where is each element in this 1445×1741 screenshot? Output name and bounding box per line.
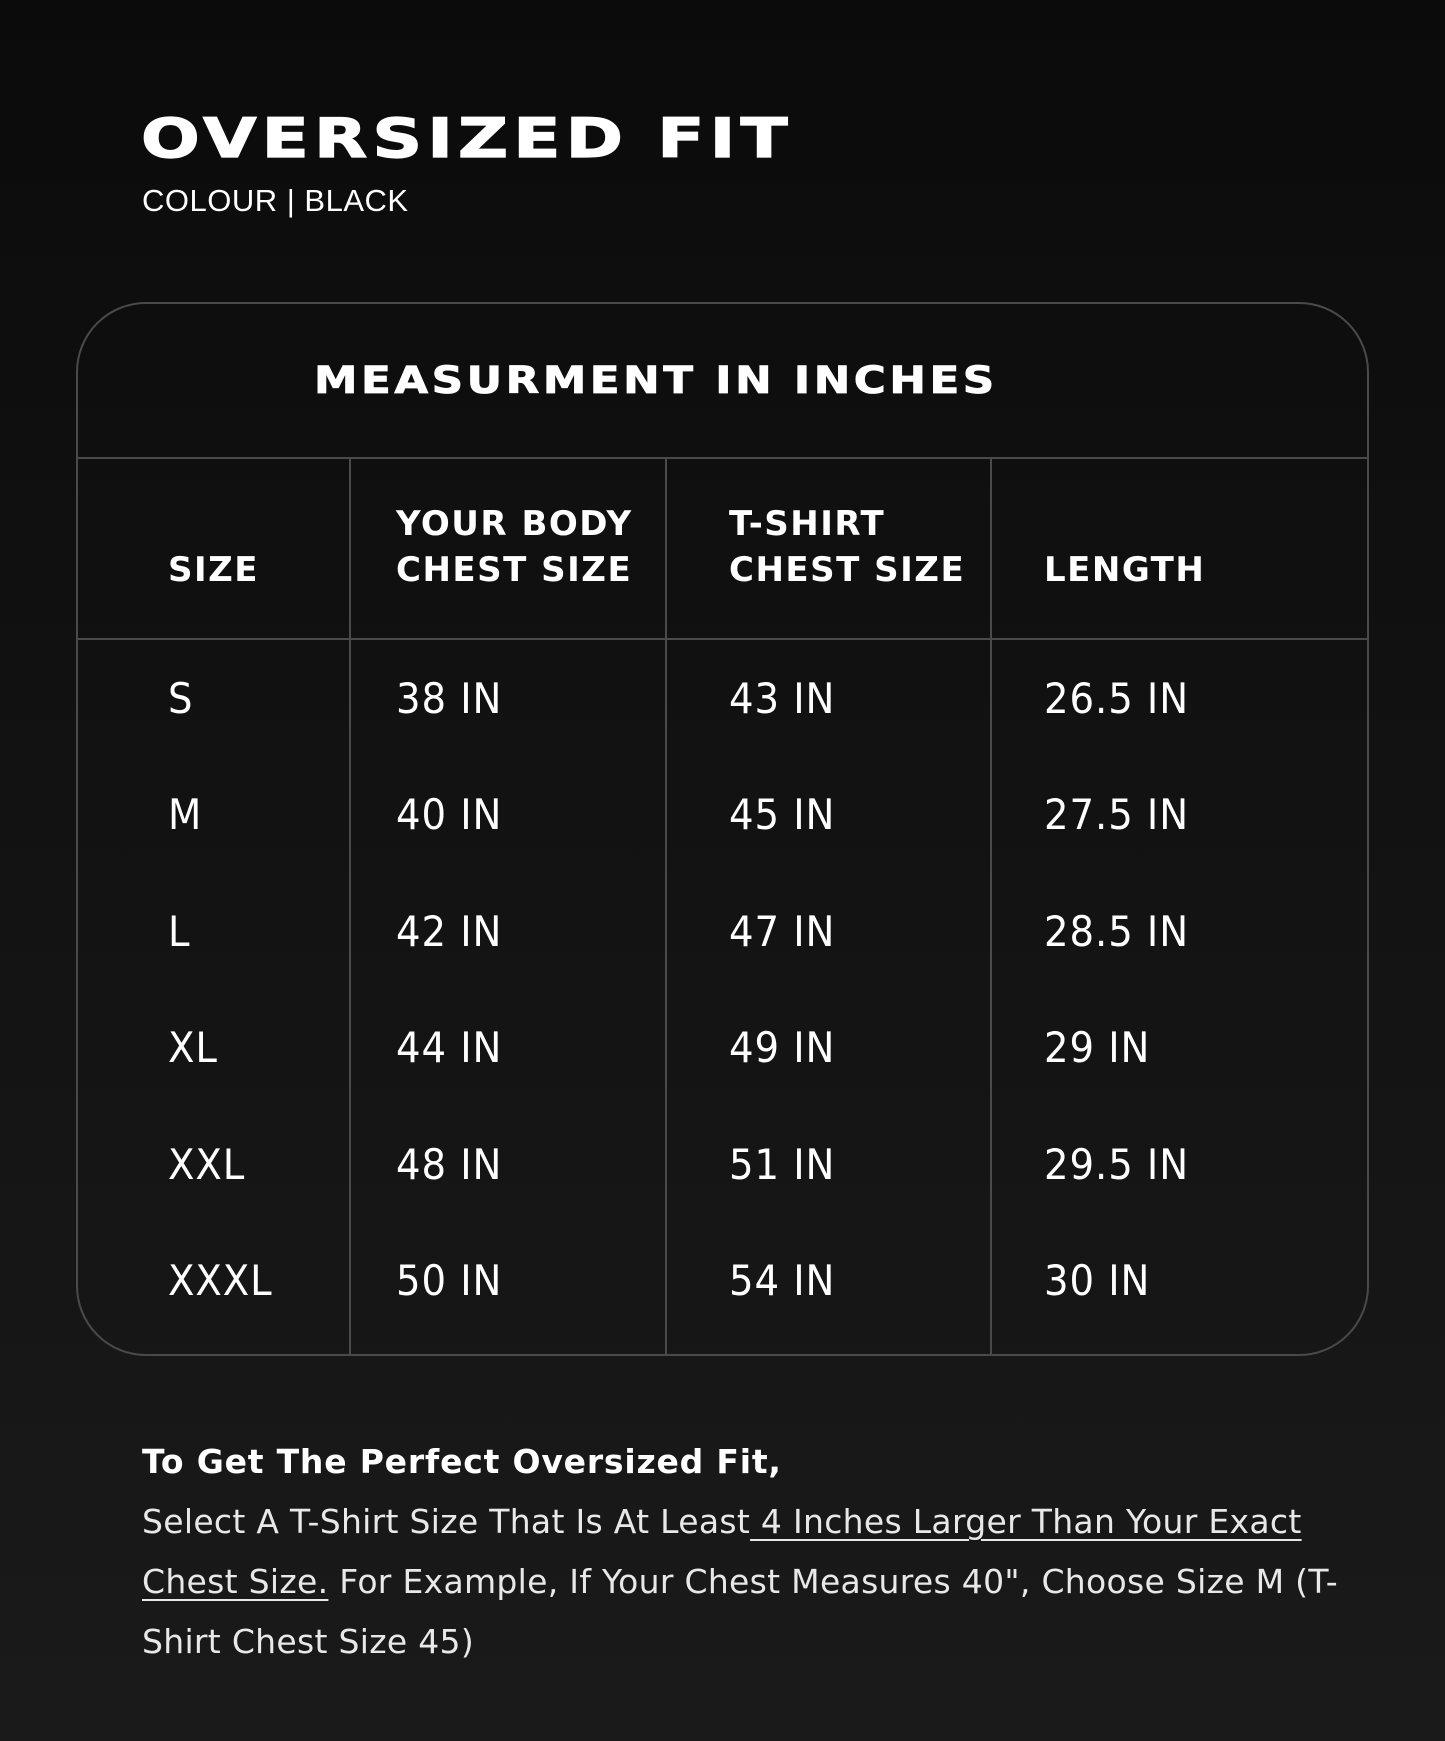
cell-body-chest: 42 IN: [396, 907, 503, 956]
cell-body-chest: 50 IN: [396, 1256, 503, 1305]
cell-body-chest: 44 IN: [396, 1023, 503, 1072]
cell-length: 27.5 IN: [1044, 790, 1190, 839]
fit-guidance-note: [142, 1432, 1372, 1672]
cell-tshirt-chest: 54 IN: [729, 1256, 836, 1305]
column-header-length: LENGTH: [1044, 550, 1206, 590]
cell-length: 28.5 IN: [1044, 907, 1190, 956]
cell-length: 29.5 IN: [1044, 1140, 1190, 1189]
table-row: [78, 640, 1367, 757]
cell-length: 30 IN: [1044, 1256, 1151, 1305]
cell-body-chest: 48 IN: [396, 1140, 503, 1189]
cell-size: M: [168, 790, 203, 839]
cell-length: 26.5 IN: [1044, 674, 1190, 723]
cell-tshirt-chest: 45 IN: [729, 790, 836, 839]
table-row: [78, 756, 1367, 873]
cell-size: L: [168, 907, 191, 956]
table-heading: [78, 304, 1367, 459]
note-highlight: 4 Inches Larger Than Your Exact Chest Size.: [142, 1502, 1302, 1601]
cell-size: XL: [168, 1023, 218, 1072]
page-title: OVERSIZED FIT: [141, 107, 793, 170]
cell-length: 29 IN: [1044, 1023, 1151, 1072]
size-chart-table: [76, 302, 1369, 1356]
table-row: [78, 1222, 1367, 1339]
cell-size: XXXL: [168, 1256, 273, 1305]
colour-label: COLOUR | BLACK: [142, 183, 409, 218]
note-text: Select A T-Shirt Size That Is At Least: [142, 1502, 751, 1541]
cell-tshirt-chest: 43 IN: [729, 674, 836, 723]
table-row: [78, 873, 1367, 990]
cell-tshirt-chest: 47 IN: [729, 907, 836, 956]
table-row: [78, 989, 1367, 1106]
cell-body-chest: 40 IN: [396, 790, 503, 839]
note-lead: To Get The Perfect Oversized Fit,: [142, 1442, 782, 1481]
cell-size: S: [168, 674, 194, 723]
column-header-tshirt-chest: T-SHIRT CHEST SIZE: [729, 504, 966, 590]
note-example: For Example, If Your Chest Measures 40", Choose Size M (T-Shirt Chest Size 45): [142, 1562, 1338, 1661]
column-header-size: SIZE: [168, 550, 260, 590]
column-header-body-chest: YOUR BODY CHEST SIZE: [396, 504, 633, 590]
table-row: [78, 1106, 1367, 1223]
table-heading-text: MEASURMENT IN INCHES: [314, 359, 998, 402]
cell-tshirt-chest: 49 IN: [729, 1023, 836, 1072]
cell-body-chest: 38 IN: [396, 674, 503, 723]
table-header-row: [78, 459, 1367, 640]
cell-size: XXL: [168, 1140, 246, 1189]
cell-tshirt-chest: 51 IN: [729, 1140, 836, 1189]
